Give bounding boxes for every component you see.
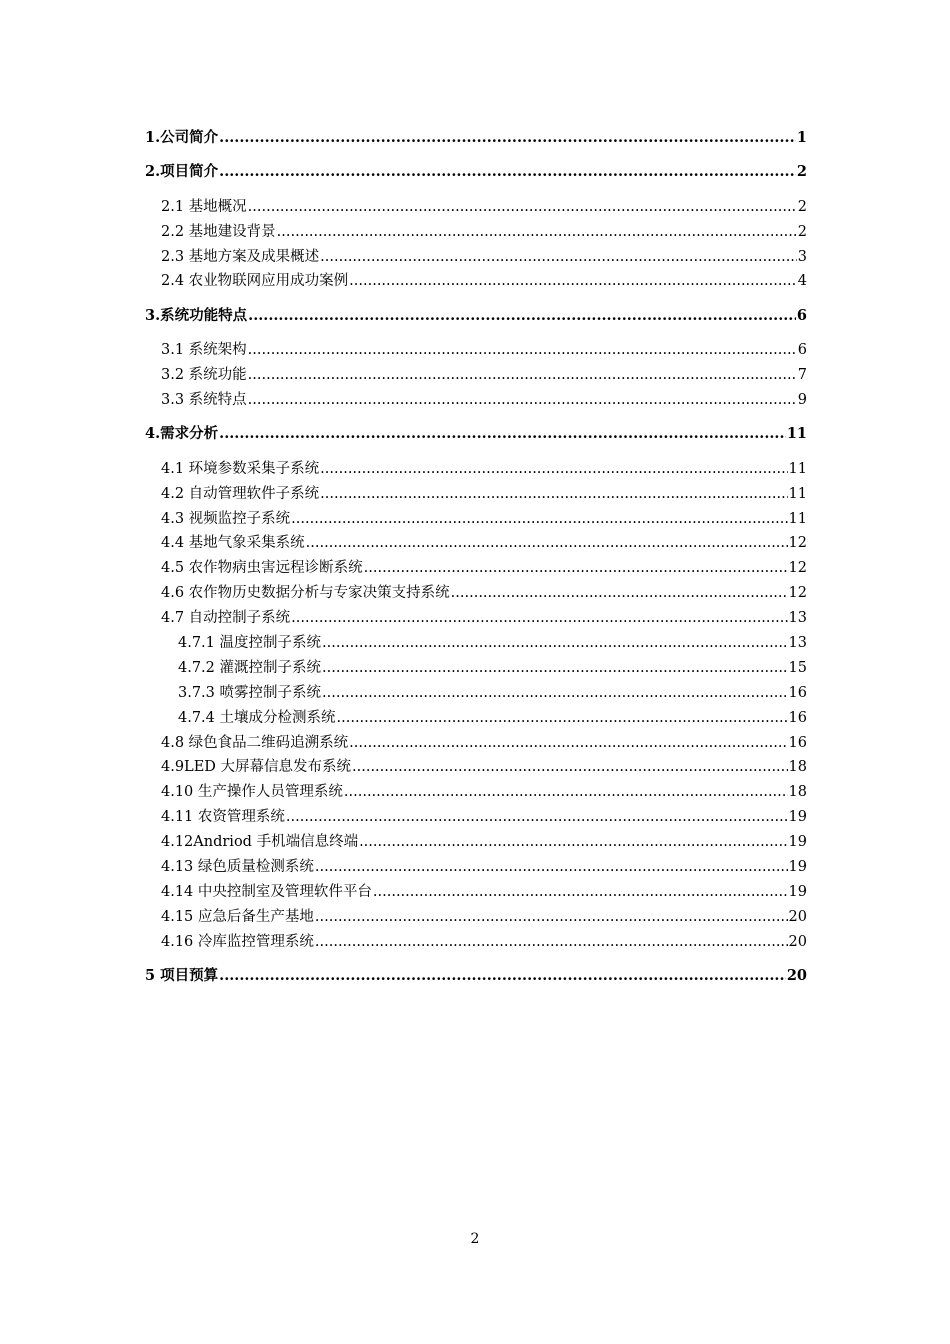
toc-entry-title: 4.4 基地气象采集系统 bbox=[161, 535, 305, 552]
toc-entry[interactable] bbox=[145, 656, 807, 681]
toc-entry[interactable] bbox=[145, 930, 807, 955]
toc-entry-title: 4.14 中央控制室及管理软件平台 bbox=[161, 883, 372, 900]
toc-entry[interactable] bbox=[145, 245, 807, 270]
toc-entry[interactable] bbox=[145, 681, 807, 706]
toc-leader-dots bbox=[451, 581, 788, 606]
toc-entry-page: 16 bbox=[788, 684, 807, 701]
toc-leader-dots bbox=[219, 126, 796, 151]
toc-entry[interactable] bbox=[145, 195, 807, 220]
toc-leader-dots bbox=[373, 880, 788, 905]
toc-leader-dots bbox=[349, 269, 797, 294]
toc-entry-page: 20 bbox=[788, 908, 807, 925]
toc-leader-dots bbox=[248, 338, 797, 363]
toc-entry-page: 11 bbox=[786, 425, 807, 443]
toc-leader-dots bbox=[219, 422, 786, 447]
toc-entry-page: 13 bbox=[788, 635, 807, 652]
toc-entry[interactable] bbox=[145, 338, 807, 363]
toc-entry-title: 2.项目简介 bbox=[145, 163, 219, 181]
toc-entry-title: 3.1 系统架构 bbox=[161, 342, 247, 359]
toc-leader-dots bbox=[248, 195, 797, 220]
toc-entry-title: 4.7.1 温度控制子系统 bbox=[178, 635, 322, 652]
toc-entry-title: 3.2 系统功能 bbox=[161, 367, 247, 384]
toc-entry-title: 1.公司简介 bbox=[145, 129, 219, 146]
toc-entry-title: 4.16 冷库监控管理系统 bbox=[161, 933, 314, 950]
toc-entry-title: 4.13 绿色质量检测系统 bbox=[161, 859, 314, 876]
toc-entry-page: 16 bbox=[788, 734, 807, 751]
toc-entry[interactable] bbox=[145, 363, 807, 388]
toc-entry-page: 20 bbox=[788, 933, 807, 950]
toc-leader-dots bbox=[219, 160, 796, 185]
toc-entry-title: 2.4 农业物联网应用成功案例 bbox=[161, 273, 349, 290]
toc-entry-title: 4.2 自动管理软件子系统 bbox=[161, 485, 320, 502]
toc-entry[interactable] bbox=[145, 731, 807, 756]
toc-entry-page: 19 bbox=[788, 834, 807, 851]
toc-entry-title: 4.7.2 灌溉控制子系统 bbox=[178, 659, 322, 676]
toc-entry-title: 3.7.3 喷雾控制子系统 bbox=[178, 684, 322, 701]
toc-entry-title: 4.1 环境参数采集子系统 bbox=[161, 460, 320, 477]
toc-entry[interactable] bbox=[145, 855, 807, 880]
toc-entry-page: 18 bbox=[788, 784, 807, 801]
toc-entry-title: 4.7.4 土壤成分检测系统 bbox=[178, 709, 336, 726]
toc-entry-page: 9 bbox=[797, 392, 807, 409]
toc-entry-page: 19 bbox=[788, 883, 807, 900]
toc-leader-dots bbox=[219, 964, 786, 989]
toc-entry-title: 5 项目预算 bbox=[145, 967, 219, 985]
toc-entry-title: 4.7 自动控制子系统 bbox=[161, 610, 291, 627]
toc-entry-page: 12 bbox=[788, 560, 807, 577]
toc-leader-dots bbox=[352, 755, 788, 780]
toc-leader-dots bbox=[337, 706, 788, 731]
toc-entry-title: 4.6 农作物历史数据分析与专家决策支持系统 bbox=[161, 585, 450, 602]
toc-leader-dots bbox=[291, 606, 787, 631]
toc-leader-dots bbox=[320, 482, 787, 507]
toc-entry-page: 15 bbox=[788, 659, 807, 676]
toc-entry-page: 6 bbox=[796, 306, 807, 324]
toc-entry-title: 4.需求分析 bbox=[145, 425, 219, 443]
toc-leader-dots bbox=[248, 388, 797, 413]
toc-leader-dots bbox=[248, 363, 797, 388]
toc-entry-page: 2 bbox=[797, 223, 807, 240]
toc-leader-dots bbox=[248, 304, 796, 329]
toc-entry[interactable] bbox=[145, 422, 807, 447]
toc-entry[interactable] bbox=[145, 388, 807, 413]
toc-entry[interactable] bbox=[145, 706, 807, 731]
toc-entry-title: 2.2 基地建设背景 bbox=[161, 223, 276, 240]
toc-entry-page: 11 bbox=[788, 485, 807, 502]
toc-entry-page: 12 bbox=[788, 585, 807, 602]
toc-entry-title: 4.11 农资管理系统 bbox=[161, 809, 285, 826]
toc-entry[interactable] bbox=[145, 964, 807, 989]
toc-entry-title: 2.3 基地方案及成果概述 bbox=[161, 248, 320, 265]
toc-leader-dots bbox=[344, 780, 788, 805]
toc-leader-dots bbox=[286, 805, 788, 830]
toc-leader-dots bbox=[315, 930, 788, 955]
toc-entry-page: 19 bbox=[788, 809, 807, 826]
toc-entry-page: 16 bbox=[788, 709, 807, 726]
toc-entry-title: 4.3 视频监控子系统 bbox=[161, 510, 291, 527]
toc-entry-page: 7 bbox=[797, 367, 807, 384]
toc-entry-title: 4.12Andriod 手机端信息终端 bbox=[161, 834, 359, 851]
toc-entry[interactable] bbox=[145, 556, 807, 581]
page-number: 2 bbox=[470, 1231, 480, 1247]
toc-entry[interactable] bbox=[145, 606, 807, 631]
toc-leader-dots bbox=[364, 556, 788, 581]
toc-entry-page: 3 bbox=[797, 248, 807, 265]
toc-leader-dots bbox=[315, 855, 788, 880]
toc-entry[interactable] bbox=[145, 905, 807, 930]
toc-leader-dots bbox=[322, 631, 788, 656]
toc-entry-page: 6 bbox=[797, 342, 807, 359]
toc-entry-page: 18 bbox=[788, 759, 807, 776]
toc-entry-page: 1 bbox=[796, 129, 807, 146]
toc-entry[interactable] bbox=[145, 631, 807, 656]
toc-entry[interactable] bbox=[145, 755, 807, 780]
toc-entry[interactable] bbox=[145, 126, 807, 151]
toc-entry-page: 2 bbox=[796, 163, 807, 181]
toc-entry[interactable] bbox=[145, 780, 807, 805]
toc-entry-title: 4.10 生产操作人员管理系统 bbox=[161, 784, 343, 801]
toc-entry[interactable] bbox=[145, 507, 807, 532]
toc-entry-page: 2 bbox=[797, 198, 807, 215]
toc-entry-title: 4.9LED 大屏幕信息发布系统 bbox=[161, 759, 352, 776]
toc-leader-dots bbox=[322, 681, 788, 706]
toc-leader-dots bbox=[277, 220, 797, 245]
toc-entry[interactable] bbox=[145, 880, 807, 905]
toc-entry[interactable] bbox=[145, 531, 807, 556]
toc-leader-dots bbox=[291, 507, 787, 532]
toc-entry-title: 4.15 应急后备生产基地 bbox=[161, 908, 314, 925]
toc-entry[interactable] bbox=[145, 220, 807, 245]
toc-entry-title: 3.系统功能特点 bbox=[145, 306, 248, 324]
toc-entry[interactable] bbox=[145, 581, 807, 606]
toc-entry-page: 13 bbox=[788, 610, 807, 627]
toc-entry-page: 11 bbox=[788, 460, 807, 477]
toc-leader-dots bbox=[306, 531, 788, 556]
toc-entry-page: 20 bbox=[786, 967, 807, 985]
toc-leader-dots bbox=[359, 830, 787, 855]
toc-leader-dots bbox=[320, 457, 787, 482]
toc-entry-page: 11 bbox=[788, 510, 807, 527]
toc-entry[interactable] bbox=[145, 482, 807, 507]
toc-leader-dots bbox=[349, 731, 787, 756]
toc-entry-title: 3.3 系统特点 bbox=[161, 392, 247, 409]
toc-entry[interactable] bbox=[145, 304, 807, 329]
toc-entry-title: 2.1 基地概况 bbox=[161, 198, 247, 215]
toc-entry-title: 4.8 绿色食品二维码追溯系统 bbox=[161, 734, 349, 751]
toc-leader-dots bbox=[315, 905, 788, 930]
toc-entry[interactable] bbox=[145, 160, 807, 185]
toc-entry[interactable] bbox=[145, 830, 807, 855]
toc-entry-page: 12 bbox=[788, 535, 807, 552]
table-of-contents bbox=[145, 126, 807, 989]
toc-entry-title: 4.5 农作物病虫害远程诊断系统 bbox=[161, 560, 363, 577]
toc-entry-page: 19 bbox=[788, 859, 807, 876]
toc-entry[interactable] bbox=[145, 457, 807, 482]
toc-entry-page: 4 bbox=[797, 273, 807, 290]
toc-entry[interactable] bbox=[145, 269, 807, 294]
toc-leader-dots bbox=[322, 656, 788, 681]
toc-leader-dots bbox=[320, 245, 797, 270]
toc-entry[interactable] bbox=[145, 805, 807, 830]
